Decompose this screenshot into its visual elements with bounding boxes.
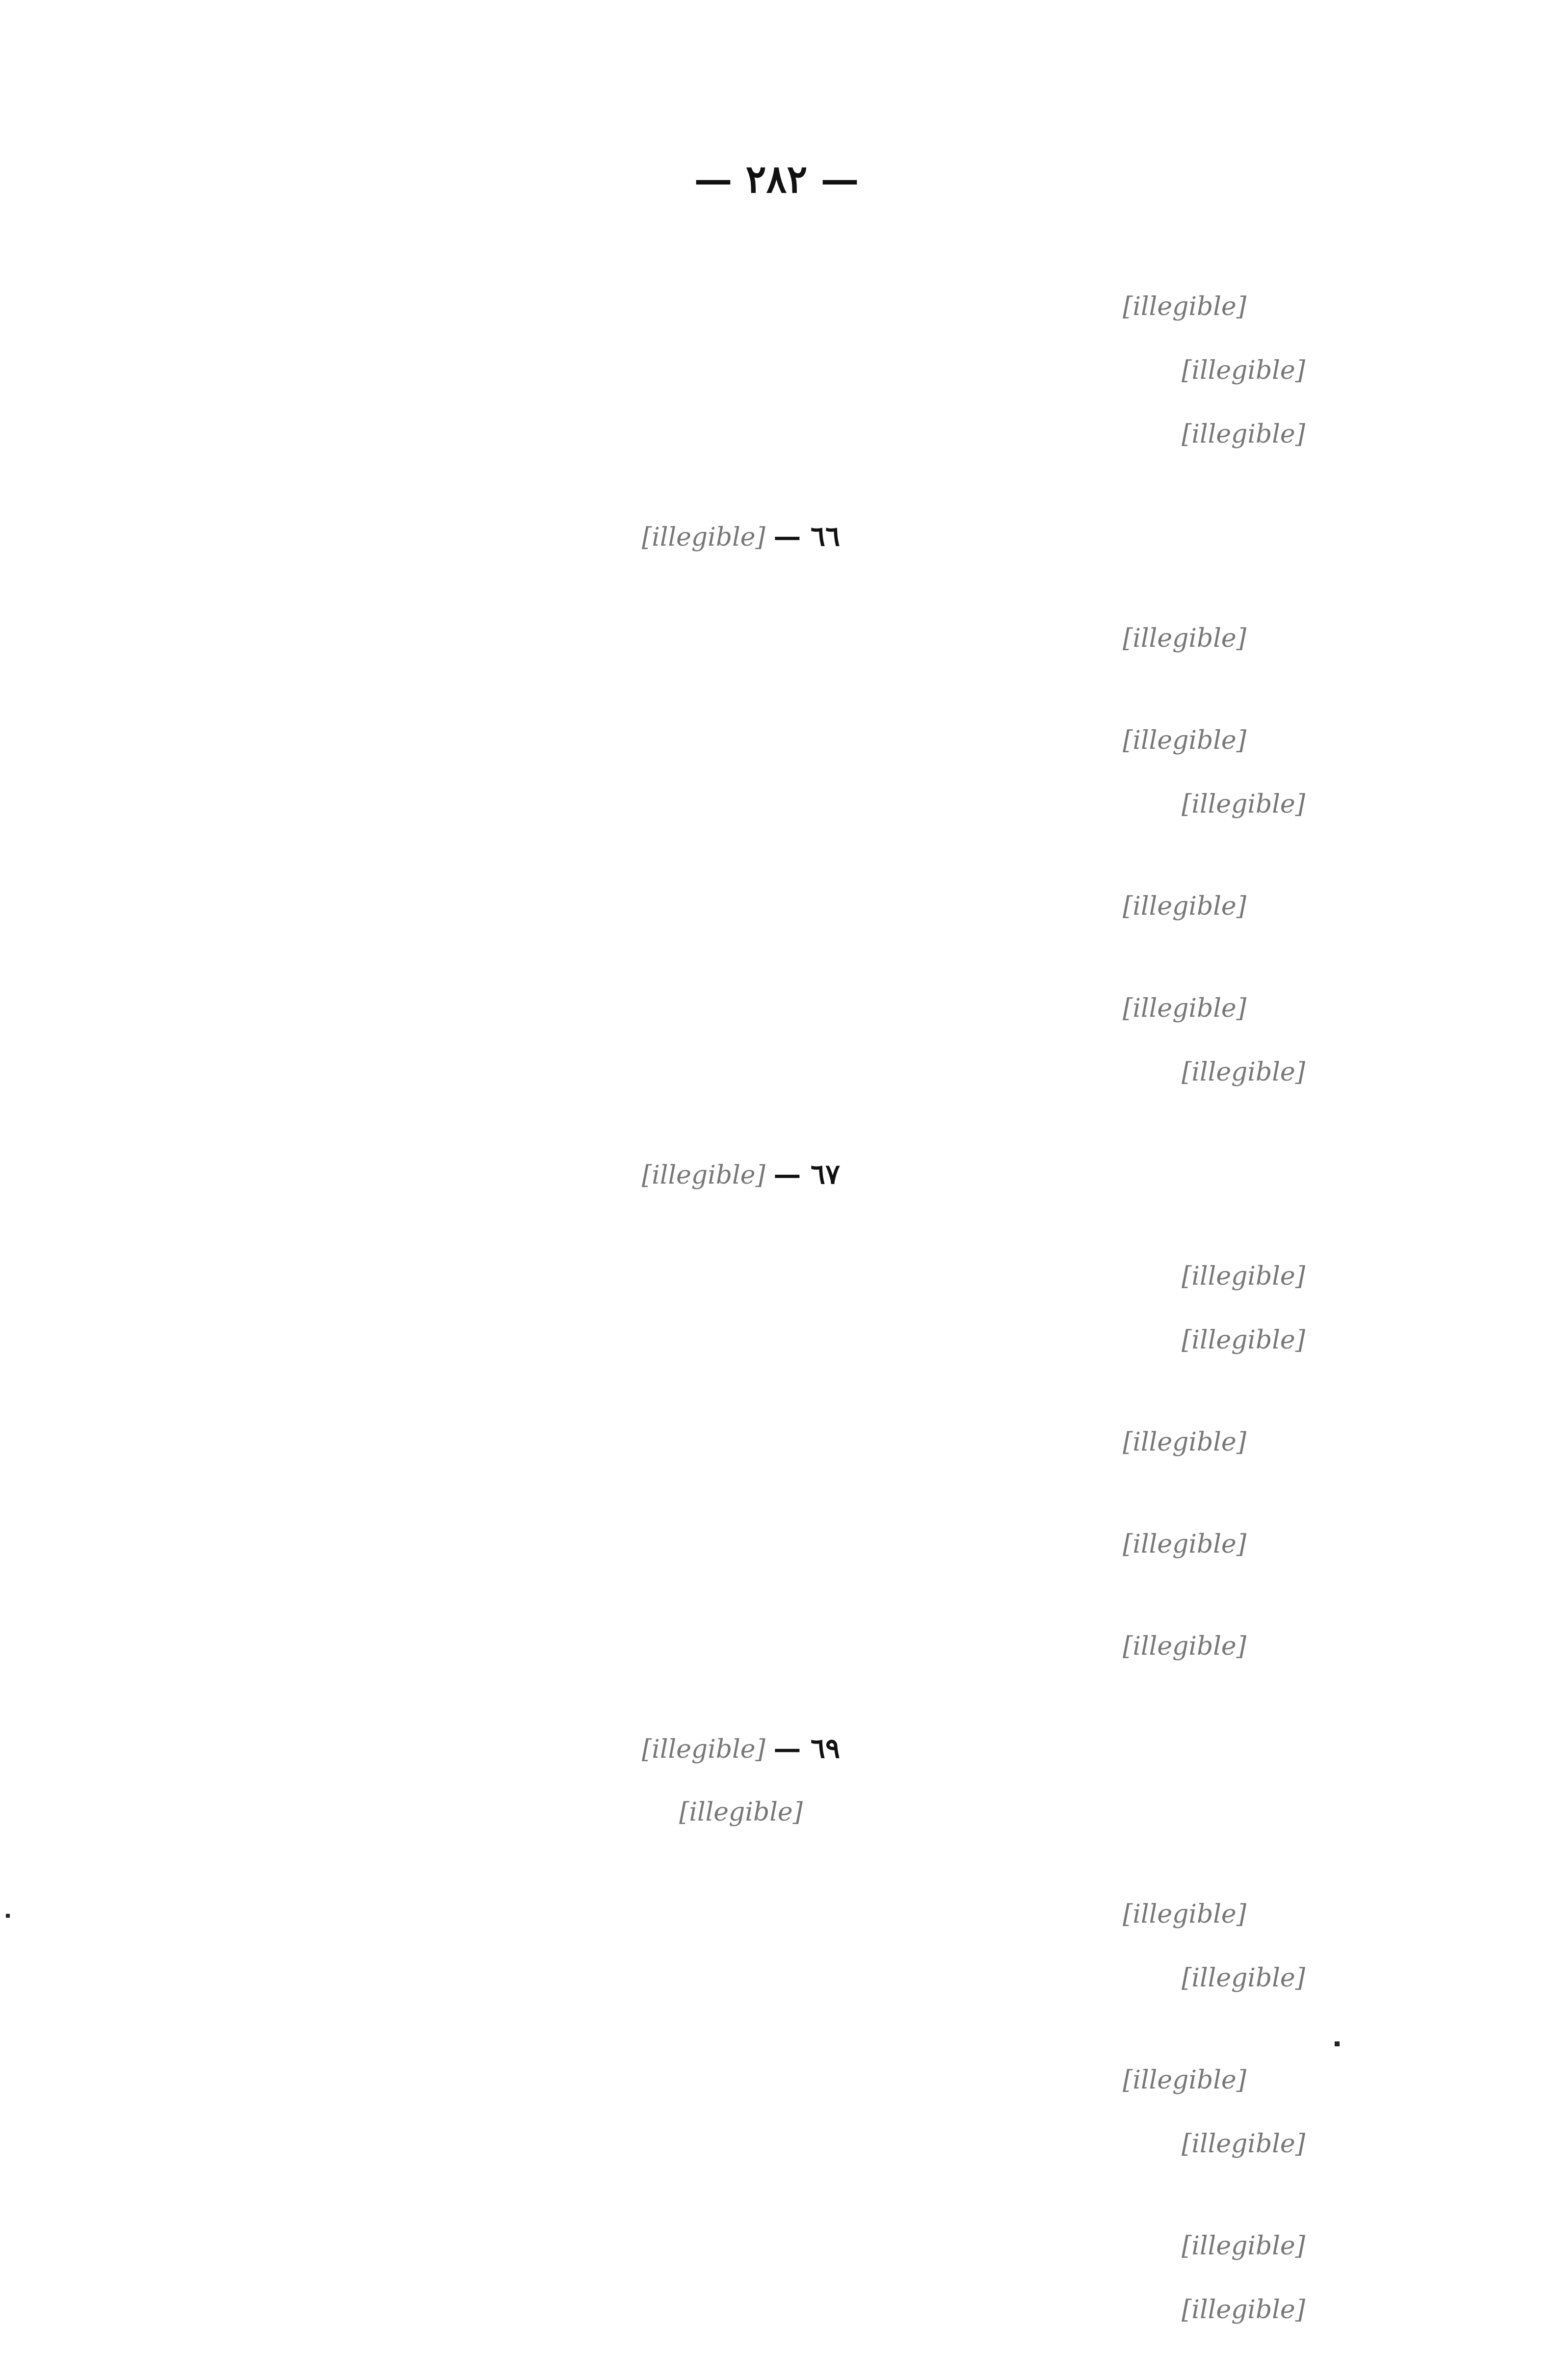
verse-text: [illegible] [641, 523, 765, 552]
text-line: [illegible] [1123, 994, 1246, 1023]
verse-number: ٦٩ — [773, 1732, 841, 1765]
paragraph [177, 1244, 1305, 1372]
text-line: [illegible] [1123, 726, 1246, 755]
scan-speck [1335, 2041, 1340, 2046]
verse-line [177, 1142, 1305, 1206]
text-line: [illegible] [1182, 2129, 1305, 2159]
verse-heading [177, 1717, 1305, 1844]
verse-line: [illegible] [679, 1798, 803, 1827]
text-line: [illegible] [1182, 2231, 1305, 2261]
verse-number: ٦٧ — [773, 1158, 841, 1190]
text-line: [illegible] [1123, 1428, 1246, 1457]
text-line: [illegible] [1123, 1900, 1246, 1929]
paragraph [177, 2214, 1305, 2342]
verse-heading [177, 1142, 1305, 1206]
text-line: [illegible] [1123, 1632, 1246, 1661]
verse-line [177, 504, 1305, 568]
text-line: [illegible] [1182, 1963, 1305, 1993]
paragraph [177, 1614, 1305, 1678]
paragraph [177, 874, 1305, 938]
text-line: [illegible] [1182, 1058, 1305, 1087]
text-line: [illegible] [1182, 790, 1305, 819]
paragraph [177, 607, 1305, 670]
text-line: [illegible] [1182, 2295, 1305, 2325]
paragraph [177, 1882, 1305, 2010]
verse-text: [illegible] [641, 1735, 765, 1764]
text-line: [illegible] [1123, 292, 1246, 321]
text-line: [illegible] [1182, 1262, 1305, 1291]
verse-number: ٦٦ — [773, 520, 841, 553]
text-line: [illegible] [1123, 892, 1246, 921]
text-line: [illegible] [1182, 1325, 1305, 1355]
paragraph [177, 709, 1305, 836]
paragraph [177, 275, 1305, 466]
text-line: [illegible] [1123, 1530, 1246, 1559]
paragraph [177, 1410, 1305, 1474]
verse-text: [illegible] [641, 1161, 765, 1190]
scan-speck [6, 1914, 10, 1918]
paragraph [177, 977, 1305, 1104]
verse-line [177, 1717, 1305, 1780]
verse-heading [177, 504, 1305, 568]
page-number: — ٢٨٢ — [694, 157, 859, 202]
text-line: [illegible] [1182, 356, 1305, 385]
text-line: [illegible] [1182, 420, 1305, 449]
text-line: [illegible] [1123, 2065, 1246, 2095]
paragraph [177, 2048, 1305, 2176]
paragraph [177, 1512, 1305, 1576]
page-body [177, 275, 1305, 2380]
text-line: [illegible] [1123, 624, 1246, 653]
